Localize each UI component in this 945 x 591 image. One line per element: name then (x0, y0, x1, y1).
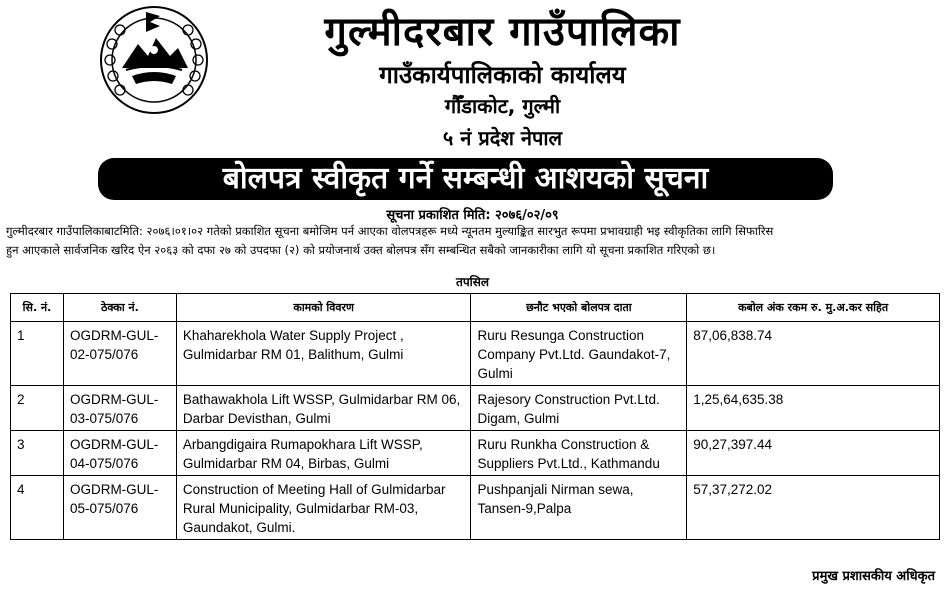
cell-selected-bidder: Ruru Runkha Construction & Suppliers Pvt.Ltd., Kathmandu (471, 431, 687, 476)
cell-sn: 2 (11, 386, 64, 431)
cell-work-description: Khaharekhola Water Supply Project , Gulmidarbar RM 01, Balithum, Gulmi (176, 322, 471, 386)
cell-sn: 4 (11, 476, 64, 540)
table-row (11, 476, 940, 540)
table-row (11, 322, 940, 386)
cell-work-description: Construction of Meeting Hall of Gulmidarbar Rural Municipality, Gulmidarbar RM-03, Gaundakot, Gulmi. (176, 476, 471, 540)
signatory-title: प्रमुख प्रशासकीय अधिकृत (812, 569, 935, 584)
cell-contract-no: OGDRM-GUL-05-075/076 (63, 476, 176, 540)
header-selected-bidder: छनौट भएको बोलपत्र दाता (471, 294, 687, 322)
cell-bid-amount: 90,27,397.44 (687, 431, 940, 476)
municipality-title: गुल्मीदरबार गाउँपालिका (324, 9, 681, 55)
header-work-description: कामको विवरण (176, 294, 471, 322)
cell-contract-no: OGDRM-GUL-03-075/076 (63, 386, 176, 431)
cell-bid-amount: 1,25,64,635.38 (687, 386, 940, 431)
header-sn: सि. नं. (11, 294, 64, 322)
cell-work-description: Bathawakhola Lift WSSP, Gulmidarbar RM 06, Darbar Devisthan, Gulmi (176, 386, 471, 431)
notice-title-banner: बोलपत्र स्वीकृत गर्ने सम्बन्धी आशयको सूचना (98, 158, 833, 200)
paragraph-line-2: हुन आएकाले सार्वजनिक खरिद ऐन २०६३ को दफा २७ को उपदफा (२) को प्रयोजनार्थ उक्त बोलपत्र सँग सम्बन्धित सबैको जानकारीका लागि यो सूचना प्रकाशित गरिएको छ। (6, 243, 716, 257)
award-table (10, 293, 940, 540)
cell-sn: 1 (11, 322, 64, 386)
cell-sn: 3 (11, 431, 64, 476)
paragraph-line-1: गुल्मीदरबार गाउँपालिकाबाटमिति: २०७६।०१।०२ गतेको प्रकाशित सूचना बमोजिम पर्न आएका वोलपत्रहरू मध्ये न्यूनतम मुल्याङ्कित सारभुत रूपमा प्रभावग्राही भइ स्वीकृतिका लागि सिफारिस (6, 224, 774, 238)
publication-date: सूचना प्रकाशित मिति: २०७६/०२/०९ (386, 208, 559, 223)
schedule-label: तपसिल (455, 275, 489, 289)
table-header-row (11, 294, 940, 322)
cell-selected-bidder: Ruru Resunga Construction Company Pvt.Ltd. Gaundakot-7, Gulmi (471, 322, 687, 386)
header-bid-amount: कबोल अंक रकम रु. मु.अ.कर सहित (687, 294, 940, 322)
cell-work-description: Arbangdigaira Rumapokhara Lift WSSP, Gulmidarbar RM 04, Birbas, Gulmi (176, 431, 471, 476)
cell-selected-bidder: Rajesory Construction Pvt.Ltd. Digam, Gulmi (471, 386, 687, 431)
office-address: गौँडाकोट, गुल्मी (444, 94, 561, 118)
cell-contract-no: OGDRM-GUL-04-075/076 (63, 431, 176, 476)
cell-bid-amount: 87,06,838.74 (687, 322, 940, 386)
office-name: गाउँकार्यपालिकाको कार्यालय (379, 61, 626, 89)
table-row (11, 431, 940, 476)
notice-paragraph (6, 222, 941, 260)
cell-contract-no: OGDRM-GUL-02-075/076 (63, 322, 176, 386)
header-contract-no: ठेक्का नं. (63, 294, 176, 322)
province-name: ५ नं प्रदेश नेपाल (442, 126, 563, 150)
table-row (11, 386, 940, 431)
cell-bid-amount: 57,37,272.02 (687, 476, 940, 540)
cell-selected-bidder: Pushpanjali Nirman sewa, Tansen-9,Palpa (471, 476, 687, 540)
